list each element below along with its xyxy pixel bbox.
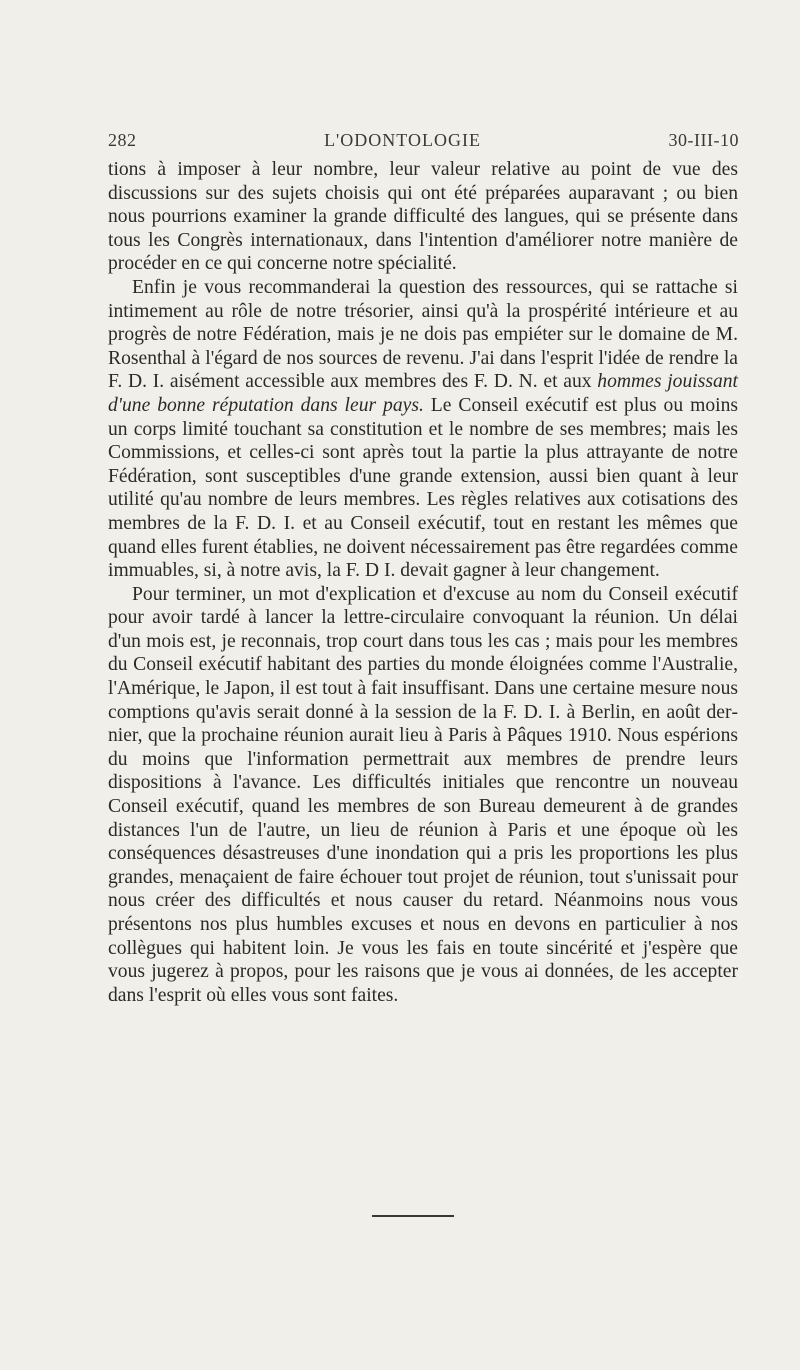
- paragraph-1: tions à imposer à leur nombre, leur valeur relative au point de vue des discussions sur des sujets choisis qui ont été préparées auparavant ; ou bien nous pourrions examiner la grande difficulté des langues, qui se présente dans tous les Congrès internationaux, dans l'intention d'améliorer notre manière de procéder en ce qui concerne notre spécialité.: [108, 159, 738, 275]
- page-number: 282: [108, 130, 137, 150]
- paragraph-2-text-a: Enfin je vous recommanderai la question des ressources, qui se rattache si intimement au rôle de notre trésorier, ainsi qu'à la prospérité intérieure et au progrès de notre Fédération, mais je ne dois pas empiéter sur le domaine de M. Rosenthal à l'égard de nos sources de revenu. J'ai dans l'esprit l'idée de rendre la F. D. I. aisément accessible aux membres des F. D. N. et aux: [108, 276, 738, 393]
- journal-title: L'ODONTOLOGIE: [324, 130, 481, 150]
- section-end-rule: [372, 1215, 454, 1217]
- issue-date: 30-III-10: [668, 130, 739, 150]
- paragraph-2-italic: hommes jouissant d'une bonne réputation dans leur pays.: [108, 371, 738, 416]
- paragraph-2-text-b: Le Conseil exécutif est plus ou moins un corps limité touchant sa constitution et le nombre de ses membres; mais les Commissions, et celles-ci sont après tout la partie la plus attrayante de notre Fédération, sont susceptibles d'une grande extension, aussi bien quant à leur utilité qu'au nombre de leurs membres. Les règles relatives aux cotisations des membres de la F. D. I. et au Conseil exécutif, tout en restant les mêmes que quand elles furent établies, ne doivent nécessairement pas être regardées comme immuables, si, à notre avis, la F. D I. devait gagner à leur changement.: [108, 394, 738, 582]
- paragraph-3: Pour terminer, un mot d'explication et d'excuse au nom du Conseil exécutif pour avoir tardé à lancer la lettre-circulaire convoquant la réunion. Un délai d'un mois est, je reconnais, trop court dans tous les cas ; mais pour les membres du Conseil exécutif habitant des parties du monde éloignées comme l'Australie, l'Amérique, le Japon, il est tout à fait insuffisant. Dans une certaine mesure nous comptions qu'avis serait donné à la session de la F. D. I. à Berlin, en août dernier, que la prochaine réunion aurait lieu à Paris à Pâques 1910. Nous espérions du moins que l'information permettrait aux membres de prendre leurs dispositions à l'avance. Les difficultés initiales que rencontre un nouveau Conseil exécutif, quand les membres de son Bureau demeurent à de grandes distances l'un de l'autre, un lieu de réunion à Paris et une époque où les conséquences désastreuses d'une inondation qui a pris les proportions les plus grandes, menaçaient de faire échouer tout projet de réunion, tout s'unissait pour nous créer des difficultés et nous causer du retard. Néanmoins nous vous présentons nos plus humbles excuses et nous en devons en particulier à nos collègues qui habitent loin. Je vous les fais en toute sincérité et j'espère que vous jugerez à propos, pour les raisons que je vous ai données, de les accepter dans l'esprit où elles vous sont faites.: [108, 583, 739, 1006]
- paragraph-2: [108, 276, 738, 583]
- running-header: [108, 130, 739, 151]
- article-body: [108, 158, 738, 1007]
